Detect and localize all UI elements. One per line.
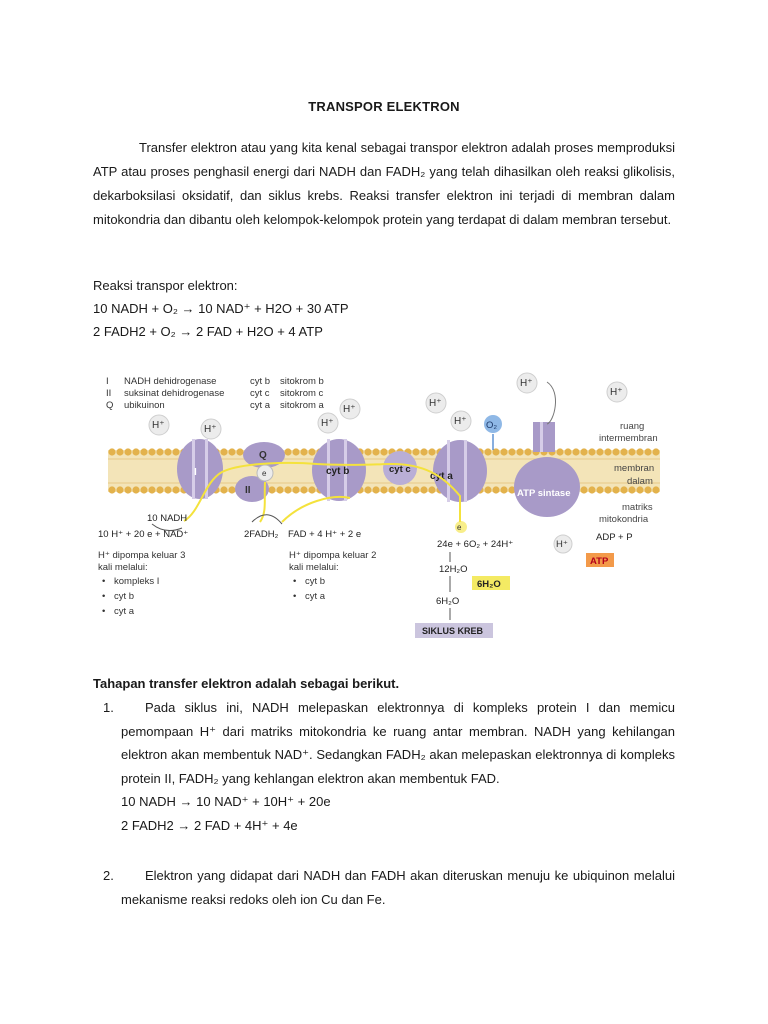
lipid-head: [596, 486, 603, 493]
lipid-head: [556, 448, 563, 455]
lipid-head: [140, 486, 147, 493]
stage-1-number: 1.: [103, 700, 114, 715]
lipid-head: [156, 486, 163, 493]
cyt-b-label: cyt b: [326, 466, 350, 477]
lipid-head: [308, 448, 315, 455]
stage-1-body: [121, 696, 675, 837]
h-plus-9: H⁺: [556, 539, 568, 550]
lipid-head: [644, 448, 651, 455]
intro-text: Transfer elektron atau yang kita kenal sebagai transpor elektron adalah proses memproduksi ATP atau proses penghasil energi dari NADH dan FADH₂ yang telah dihasilkan oleh reaksi glikolisis, dekarboksilasi oksidatif, dan siklus krebs. Reaksi transfer elektron ini terjadi di membran dalam mitokondria dan dibantu oleh kelompok-kelompok protein yang terdapat di dalam membran tersebut.: [93, 140, 675, 227]
stage-1-eq-2: 2 FADH2 → 2 FAD + 4H⁺ + 4e: [121, 817, 298, 833]
lipid-head: [228, 486, 235, 493]
lipid-head: [164, 448, 171, 455]
stage-1-eq-1: 10 NADH → 10 NAD⁺ + 10H⁺ + 20e: [121, 794, 331, 809]
lipid-head: [220, 448, 227, 455]
pump1-item-2: cyt b: [114, 591, 135, 602]
reactions-heading: Reaksi transpor elektron:: [93, 278, 238, 293]
stage-2-body: [121, 864, 675, 911]
lipid-head: [484, 486, 491, 493]
lipid-head: [404, 486, 411, 493]
lipid-head: [596, 448, 603, 455]
lipid-head: [508, 448, 515, 455]
lipid-head: [620, 448, 627, 455]
lipid-head: [156, 448, 163, 455]
stage-2-number: 2.: [103, 868, 114, 883]
cyt-a-label: cyt a: [430, 471, 453, 482]
lipid-head: [572, 448, 579, 455]
nadh-eq-left: 10 H⁺ + 20 e + NAD⁺: [98, 529, 189, 540]
oxygen-label: O₂: [486, 420, 498, 431]
lipid-head: [500, 448, 507, 455]
lipid-head: [388, 486, 395, 493]
adp-label: ADP + P: [596, 532, 633, 543]
ruang-label: ruang: [620, 421, 645, 432]
kreb-label: SIKLUS KREB: [422, 626, 484, 636]
legend-abbr-3: cyt a: [250, 400, 271, 411]
h-plus-2: H⁺: [204, 424, 217, 435]
cyt-c-complex: [383, 451, 417, 485]
lipid-head: [580, 448, 587, 455]
lipid-head: [580, 486, 587, 493]
stage-item-2: [93, 864, 675, 911]
lipid-head: [652, 448, 659, 455]
lipid-head: [284, 448, 291, 455]
water-12: 12H₂O: [439, 564, 468, 575]
pump1-line2: kali melalui:: [98, 562, 148, 573]
legend-abbr-1: cyt b: [250, 376, 271, 387]
lipid-head: [636, 486, 643, 493]
lipid-head: [132, 486, 139, 493]
complex-I-label: I: [194, 467, 197, 478]
lipid-head: [116, 486, 123, 493]
water-6: 6H₂O: [436, 596, 460, 607]
lipid-head: [412, 448, 419, 455]
lipid-head: [228, 448, 235, 455]
lipid-head: [172, 486, 179, 493]
h-plus-8: H⁺: [610, 387, 623, 398]
pump2-bullet-2: •: [293, 591, 297, 602]
cyt-b-complex: [312, 439, 366, 501]
legend-full-3: sitokrom a: [280, 400, 324, 411]
lipid-head: [292, 486, 299, 493]
intermembran-label: intermembran: [599, 433, 658, 444]
ubiquinone-label: Q: [259, 450, 267, 461]
h-plus-4: H⁺: [343, 404, 356, 415]
lipid-head: [604, 448, 611, 455]
lipid-head: [116, 448, 123, 455]
complex-II-label: II: [245, 485, 251, 496]
pump1-item-1: kompleks I: [114, 576, 160, 587]
lipid-head: [612, 448, 619, 455]
stages-heading: Tahapan transfer elektron adalah sebagai berikut.: [93, 676, 400, 691]
cyt-c-label: cyt c: [389, 464, 411, 475]
lipid-head: [644, 486, 651, 493]
lipid-head: [380, 486, 387, 493]
lipid-head: [628, 486, 635, 493]
stage-2-text: Elektron yang didapat dari NADH dan FADH akan diteruskan menuju ke ubiquinon melalui mekanisme reaksi redoks oleh ion Cu dan Fe.: [121, 868, 675, 907]
lipid-head: [516, 448, 523, 455]
pump1-bullet-3: •: [102, 606, 106, 617]
lipid-head: [588, 448, 595, 455]
lipid-head: [564, 448, 571, 455]
complex-I: [177, 439, 223, 499]
lipid-head: [636, 448, 643, 455]
intro-paragraph: [93, 136, 675, 232]
lipid-head: [524, 448, 531, 455]
lipid-head: [364, 448, 371, 455]
atp-label: ATP: [590, 556, 609, 567]
membran-label: membran: [614, 463, 655, 474]
stage-1-text: Pada siklus ini, NADH melepaskan elektronnya di kompleks protein I dan memicu pemompaan H⁺ dari matriks mitokondria ke ruang antar membran. NADH yang kehilangan elektron akan membentuk NAD⁺. Sedangkan FADH₂ akan melepaskan elektronnya di kompleks protein II, FADH₂ yang kehlangan elektron akan membentuk FAD.: [121, 700, 675, 786]
document-title: TRANSPOR ELEKTRON: [308, 99, 460, 114]
lipid-head: [140, 448, 147, 455]
lipid-head: [364, 486, 371, 493]
pump1-bullet-1: •: [102, 576, 106, 587]
legend-key-1: I: [106, 376, 109, 387]
lipid-head: [372, 448, 379, 455]
lipid-head: [148, 486, 155, 493]
pump1-item-3: cyt a: [114, 606, 135, 617]
lipid-head: [172, 448, 179, 455]
matriks-label: matriks: [622, 502, 653, 513]
h-plus-1: H⁺: [152, 420, 165, 431]
lipid-head: [428, 486, 435, 493]
electron-label-1: e: [262, 469, 267, 478]
lipid-head: [604, 486, 611, 493]
stage-item-1: [93, 696, 675, 837]
lipid-head: [652, 486, 659, 493]
legend-name-1: NADH dehidrogenase: [124, 376, 217, 387]
lipid-head: [300, 448, 307, 455]
pump2-line1: H⁺ dipompa keluar 2: [289, 550, 377, 561]
atp-synthase-label: ATP sintase: [517, 488, 571, 499]
dalam-label: dalam: [627, 476, 653, 487]
pump2-item-1: cyt b: [305, 576, 326, 587]
lipid-head: [420, 448, 427, 455]
water-6-box-label: 6H₂O: [477, 579, 501, 590]
reaction-1: 10 NADH + O₂ → 10 NAD⁺ + H2O + 30 ATP: [93, 301, 349, 316]
lipid-head: [220, 486, 227, 493]
lipid-head: [308, 486, 315, 493]
lipid-head: [428, 448, 435, 455]
lipid-head: [588, 486, 595, 493]
lipid-head: [108, 448, 115, 455]
lipid-head: [164, 486, 171, 493]
lipid-head: [276, 486, 283, 493]
lipid-head: [500, 486, 507, 493]
pump1-line1: H⁺ dipompa keluar 3: [98, 550, 186, 561]
pump1-bullet-2: •: [102, 591, 106, 602]
lipid-head: [300, 486, 307, 493]
lipid-head: [124, 486, 131, 493]
legend-name-3: ubikuinon: [124, 400, 165, 411]
lipid-head: [484, 448, 491, 455]
legend-key-3: Q: [106, 400, 114, 411]
lipid-head: [268, 486, 275, 493]
lipid-head: [380, 448, 387, 455]
legend-key-2: II: [106, 388, 112, 399]
lipid-head: [492, 486, 499, 493]
lipid-head: [108, 486, 115, 493]
pump2-line2: kali melalui:: [289, 562, 339, 573]
electron-label-2: e: [457, 523, 462, 532]
lipid-head: [292, 448, 299, 455]
lipid-head: [132, 448, 139, 455]
mitokondria-label: mitokondria: [599, 514, 649, 525]
legend-full-1: sitokrom b: [280, 376, 324, 387]
lipid-head: [124, 448, 131, 455]
etc-diagram: [92, 362, 675, 652]
lipid-head: [628, 448, 635, 455]
lipid-head: [620, 486, 627, 493]
lipid-head: [612, 486, 619, 493]
pump2-item-2: cyt a: [305, 591, 326, 602]
lipid-head: [236, 448, 243, 455]
h-plus-3: H⁺: [321, 418, 334, 429]
water-equation: 24e + 6O₂ + 24H⁺: [437, 539, 514, 550]
lipid-head: [412, 486, 419, 493]
lipid-head: [396, 486, 403, 493]
electron-transport-figure: [92, 362, 675, 652]
legend-abbr-2: cyt c: [250, 388, 270, 399]
lipid-head: [420, 486, 427, 493]
lipid-head: [284, 486, 291, 493]
h-plus-7: H⁺: [520, 378, 533, 389]
legend-full-2: sitokrom c: [280, 388, 324, 399]
fad-label: FAD + 4 H⁺ + 2 e: [288, 529, 362, 540]
legend-name-2: suksinat dehidrogenase: [124, 388, 225, 399]
fadh-label: 2FADH₂: [244, 529, 279, 540]
h-plus-6: H⁺: [454, 416, 467, 427]
h-plus-5: H⁺: [429, 398, 442, 409]
reaction-2: 2 FADH2 + O₂ → 2 FAD + H2O + 4 ATP: [93, 324, 323, 339]
reactions-block: [93, 274, 349, 343]
pump2-bullet-1: •: [293, 576, 297, 587]
lipid-head: [372, 486, 379, 493]
nadh-label: 10 NADH: [147, 513, 188, 524]
lipid-head: [148, 448, 155, 455]
